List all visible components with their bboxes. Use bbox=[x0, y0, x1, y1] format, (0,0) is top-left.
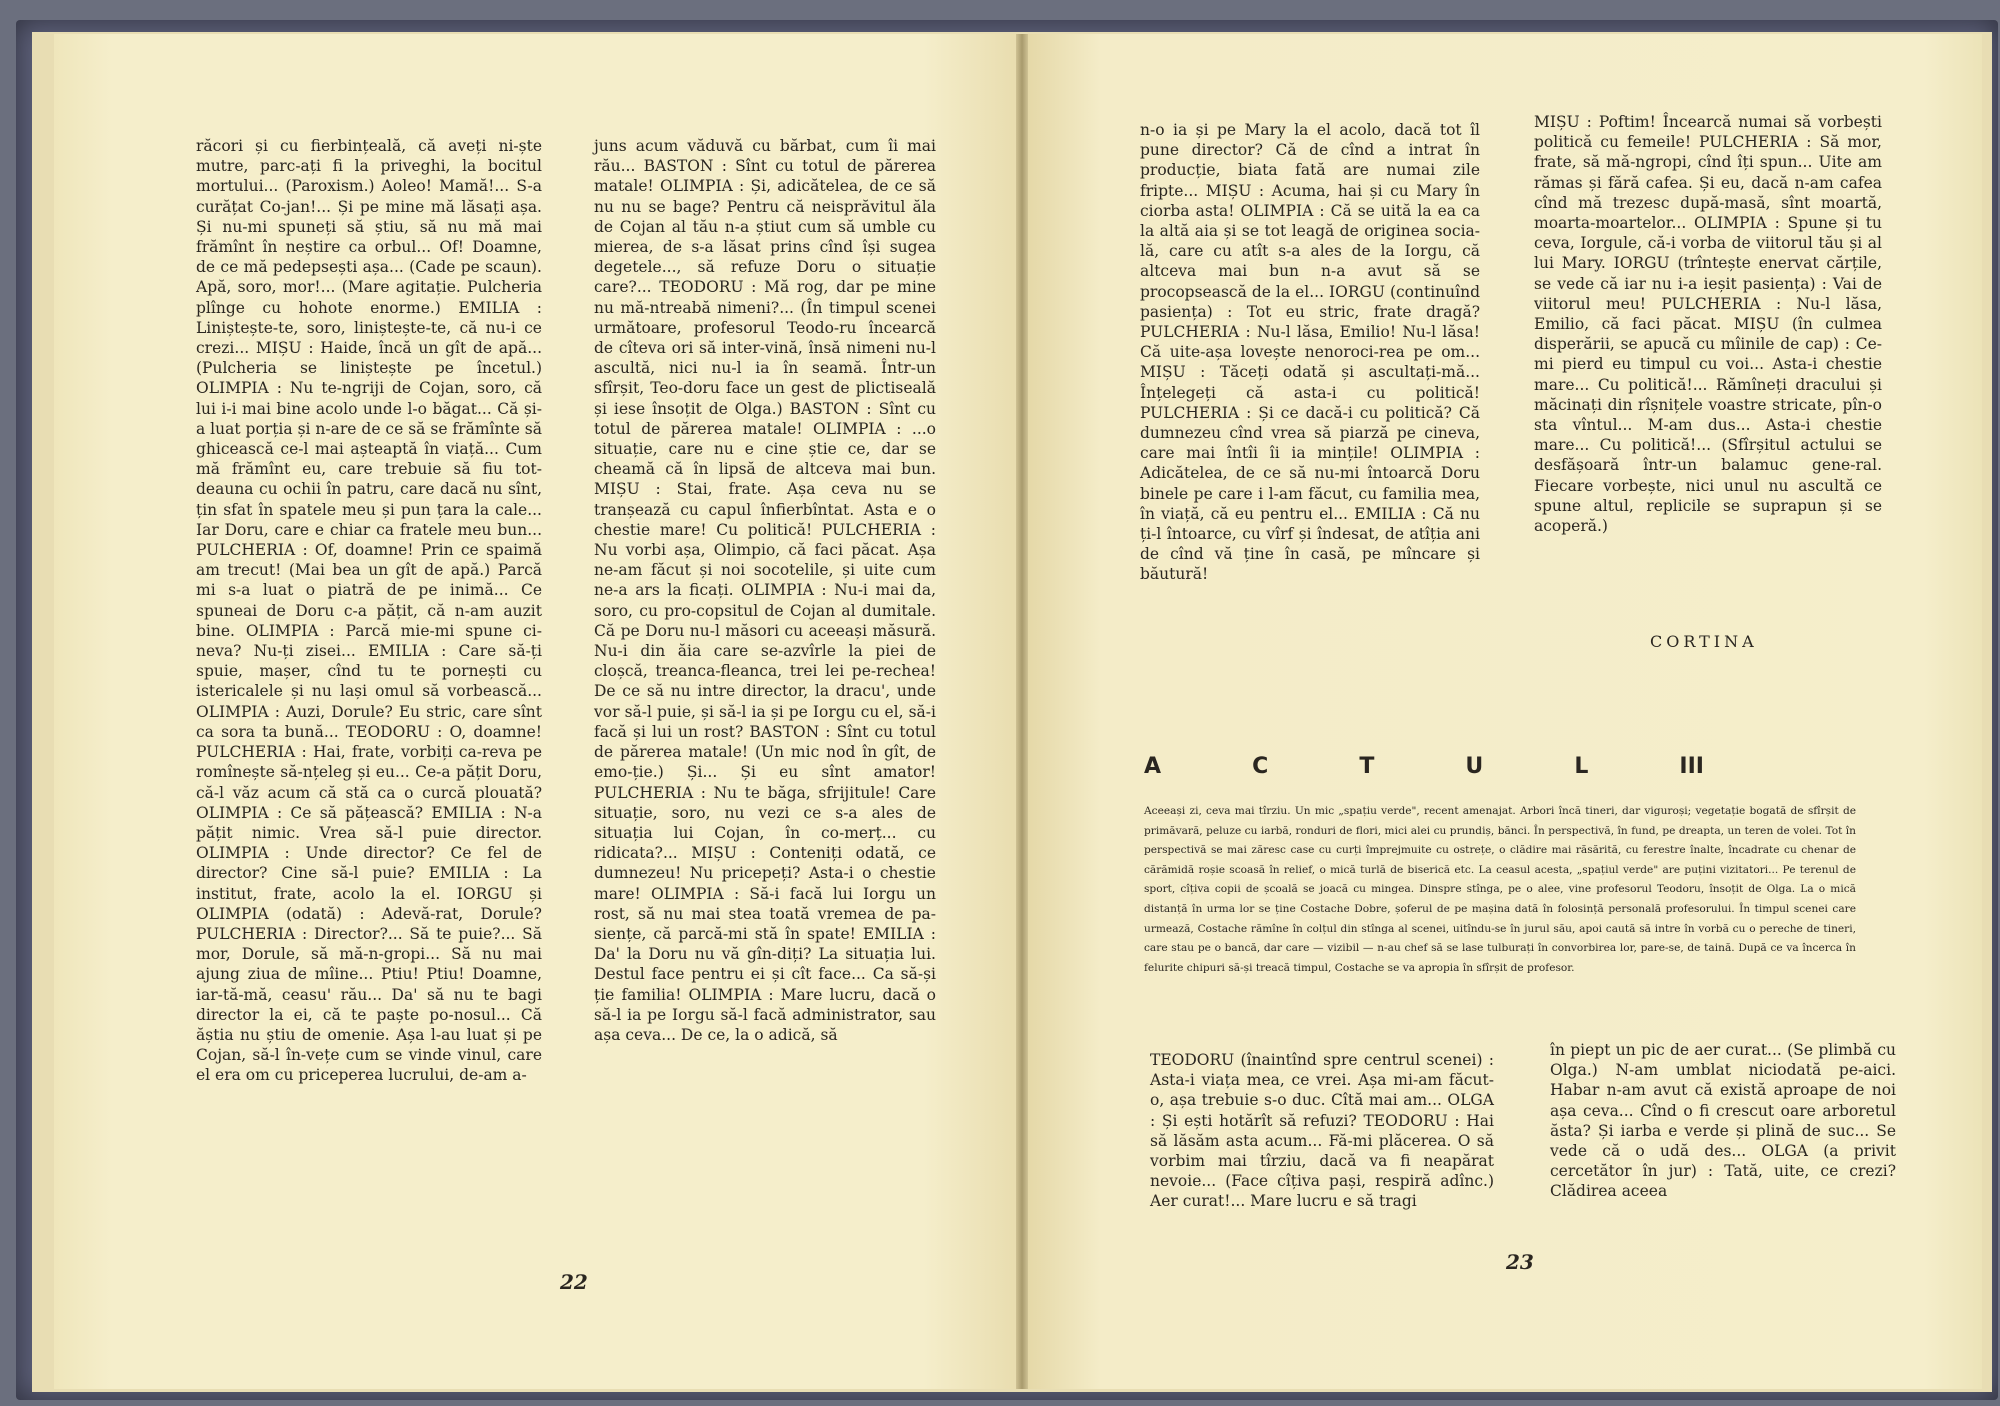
left-column-1-text: răcori și cu fierbințeală, că aveți ni-ște mutre, parc-ați fi la priveghi, la bocitul mortului... (Paroxism.) Aoleo! Mamă!... S-a curățat Co-jan!... Și pe mine mă lăsați așa. Și nu-mi spuneți să știu, să nu mă mai frămînt în neștire ca orbul... Of! Doamne, de ce mă pedepsești așa... (Cade pe scaun). Apă, soro, mor!... (Mare agitație. Pulcheria plînge cu hohote enorme.) EMILIA : Liniștește-te, soro, liniștește-te, că nu-i ce crezi... MIȘU : Haide, încă un gît de apă... (Pulcheria se liniștește pe încetul.) OLIMPIA : Nu te-ngriji de Cojan, soro, că lui i-i mai bine acolo unde l-o băgat... Că și-a luat porția și n-are de ce să se frămînte să ghicească ce-l mai așteaptă în viață... Cum mă frămînt eu, care trebuie să fiu tot-deauna cu ochii în patru, care dacă nu sînt, țin sfat în spatele meu și pun țara la cale... Iar Doru, care e chiar ca fratele meu bun... PULCHERIA : Of, doamne! Prin ce spaimă am trecut! (Mai bea un gît de apă.) Parcă mi s-a luat o piatră de pe inimă... Ce spuneai de Doru c-a pățit, că n-am auzit bine. OLIMPIA : Parcă mie-mi spune ci-neva? Nu-ți zisei... EMILIA : Care să-ți spuie, mașer, cînd tu te pornești cu istericalele și nu lași omul să vorbească... OLIMPIA : Auzi, Dorule? Eu stric, care sînt ca sora ta bună... TEODORU : O, doamne! PULCHERIA : Hai, frate, vorbiți ca-reva pe romînește să-nțeleg și eu... Ce-a pățit Doru, că-l văz acum că stă ca o curcă plouată? OLIMPIA : Ce să pățească? EMILIA : N-a pățit nimic. Vrea să-l puie director. OLIMPIA : Unde director? Ce fel de director? Cine să-l puie? EMILIA : La institut, frate, acolo la el. IORGU și OLIMPIA (odată) : Adevă-rat, Dorule? PULCHERIA : Director?... Să te puie?... Să mor, Dorule, să mă-n-gropi... Să nu mai ajung ziua de mîine... Ptiu! Ptiu! Doamne, iar-tă-mă, ceasu' rău... Da' să nu te bagi director la ei, că te paște po-nosul... Că ăștia nu știu de omenie. Așa l-au luat și pe Cojan, să-l în-vețe cum se vinde vinul, care el era om cu priceperea lucrului, de-am a- bbox=[196, 137, 542, 1085]
stage-directions: Aceeași zi, ceva mai tîrziu. Un mic „spațiu verde", recent amenajat. Arbori încă tineri, dar viguroși; vegetație bogată de sfîrșit de primăvară, peluze cu iarbă, ronduri de flori, mici alei cu prundiș, bănci. În perspectivă, în fund, pe dreapta, un teren de volei. Tot în perspectivă se mai zăresc case cu curți împrejmuite cu ostrețe, o clădire mai răsărită, cu ferestre înalte, încadrate cu chenar de cărămidă roșie scoasă în relief, o mică turlă de biserică etc. La ceasul acesta, „spațiul verde" are puțini vizitatori... Pe terenul de sport, cîțiva copii de școală se joacă cu mingea. Dinspre stînga, pe o alee, vine profesorul Teodoru, însoțit de Olga. La o mică distanță în urma lor se ține Costache Dobre, șoferul de pe mașina dată în folosință personală profesorului. În timpul scenei care urmează, Costache rămîne în colțul din stînga al scenei, uitîndu-se în jurul său, apoi caută să intre în vorbă cu o pereche de tineri, care stau pe o bancă, dar care — vizibil — n-au chef să se lase tulburați în convorbirea lor, pare-se, de taină. După ce va încerca în felurite chipuri să-și treacă timpul, Costache se va apropia în sfîrșit de profesor. bbox=[1144, 805, 1856, 974]
right-page-number: 23 bbox=[1506, 1250, 1534, 1274]
book-gutter bbox=[1016, 34, 1028, 1389]
right-column-4 bbox=[1550, 1040, 1896, 1202]
left-column-2-text: juns acum văduvă cu bărbat, cum îi mai rău... BASTON : Sînt cu totul de părerea matale! OLIMPIA : Și, adicătelea, de ce să nu nu se bage? Pentru că neisprăvitul ăla de Cojan al tău n-a știut cum să umble cu mierea, de s-a lăsat prins cînd își sugea degetele..., să refuze Doru o situație care?... TEODORU : Mă rog, dar pe mine nu mă-ntreabă nimeni?... (În timpul scenei următoare, profesorul Teodo-ru încearcă de cîteva ori să inter-vină, însă nimeni nu-l ascultă, nici nu-l ia în seamă. Într-un sfîrșit, Teo-doru face un gest de plictiseală și iese însoțit de Olga.) BASTON : Sînt cu totul de părerea matale! OLIMPIA : ...o situație, care nu e cine știe ce, dar se cheamă că în lipsă de altceva mai bun. MIȘU : Stai, frate. Așa ceva nu se tranșează cu capul înfierbîntat. Asta e o chestie mare! Cu politică! PULCHERIA : Nu vorbi așa, Olimpio, că faci păcat. Așa ne-am făcut și noi socotelile, și uite cum ne-a ars la ficați. OLIMPIA : Nu-i mai da, soro, cu pro-copsitul de Cojan al dumitale. Că pe Doru nu-l măsori cu aceeași măsură. Nu-i din ăia care se-azvîrle la piei de cloșcă, treanca-fleanca, trei lei pe-rechea! De ce să nu intre director, la dracu', unde vor să-l puie, și să-l ia și pe Iorgu cu el, să-i facă și lui un rost? BASTON : Sînt cu totul de părerea matale! (Un mic nod în gît, de emo-ție.) Și... Și eu sînt amator! PULCHERIA : Nu te băga, sfrijitule! Care situație, soro, nu vezi ce s-a ales de situația lui Cojan, în co-merț... cu ridicata?... MIȘU : Conteniți odată, ce dumnezeu! Nu pricepeți? Asta-i o chestie mare! OLIMPIA : Să-i facă lui Iorgu un rost, să nu mai stea toată vremea de pa-siențe, că parcă-mi stă în spate! EMILIA : Da' la Doru nu vă gîn-diți? La situația lui. Destul face pentru ei și cît face... Ca să-și ție familia! OLIMPIA : Mare lucru, dacă o să-l ia pe Iorgu să-l facă administrator, sau așa ceva... De ce, la o adică, să bbox=[594, 137, 936, 1044]
left-column-2 bbox=[594, 136, 936, 1045]
right-column-1-text: n-o ia și pe Mary la el acolo, dacă tot îl pune director? Că de cînd a intrat în producție, biata fată are numai zile fripte... MIȘU : Acuma, hai și cu Mary în ciorba asta! OLIMPIA : Că se uită la ea ca la altă aia și se tot leagă de originea socia-lă, care cu atît s-a ales de la Iorgu, că altceva mai bun n-a avut să se procopsească de la el... IORGU (continuînd pasiența) : Tot eu stric, frate dragă? PULCHERIA : Nu-l lăsa, Emilio! Nu-l lăsa! Că uite-așa lovește nenoroci-rea pe om... MIȘU : Tăceți odată și ascultați-mă... Înțelegeți că asta-i cu politică! PULCHERIA : Și ce dacă-i cu politică? Că dumnezeu cînd vrea să piarză pe cineva, care mai întîi îi ia mințile! OLIMPIA : Adicătelea, de ce să nu-mi întoarcă Doru binele pe care i l-am făcut, cu familia mea, în viață, că eu pentru el... EMILIA : Că nu ți-l întoarce, cu vîrf și îndesat, de atîția ani de cînd vă ține în casă, pe mîncare și băutură! bbox=[1140, 121, 1480, 584]
right-column-4-text: în piept un pic de aer curat... (Se plimbă cu Olga.) N-am umblat niciodată pe-aici. Habar n-am avut că există aproape de noi așa ceva... Cînd o fi crescut oare arboretul ăsta? Și iarba e verde și plină de suc... Se vede că o udă des... OLGA (a privit cercetător în jur) : Tată, uite, ce crezi? Clădirea aceea bbox=[1550, 1041, 1896, 1201]
right-column-2-text: MIȘU : Poftim! Încearcă numai să vorbești politică cu femeile! PULCHERIA : Să mor, frate, să mă-ngropi, cînd îți spun... Uite am rămas și fără cafea. Și eu, dacă n-am cafea cînd mă trezesc după-masă, sînt moartă, moarta-moartelor... OLIMPIA : Spune și tu ceva, Iorgule, că-i vorba de viitorul tău și al lui Mary. IORGU (trîntește enervat cărțile, se vede că iar nu i-a ieșit pasiența) : Vai de viitorul meu! PULCHERIA : Nu-l lăsa, Emilio, că faci păcat. MIȘU (în culmea disperării, se apucă cu mîinile de cap) : Ce-mi pierd eu timpul cu voi... Asta-i chestie mare... Cu politică!... Rămîneți dracului și măcinați din rîșnițele voastre stricate, pîn-o sta vîntul... M-am dus... Asta-i chestie mare... Cu politică!... (Sfîrșitul actului se desfășoară într-un balamuc gene-ral. Fiecare vorbește, nici unul nu ascultă ce spune altul, replicile se suprapun și se acoperă.) bbox=[1534, 113, 1882, 536]
act-letter: A bbox=[1144, 754, 1162, 779]
left-column-1 bbox=[196, 136, 542, 1086]
right-column-2 bbox=[1534, 112, 1882, 536]
curtain-label: CORTINA bbox=[1650, 632, 1758, 651]
act-letter: U bbox=[1465, 754, 1484, 779]
right-column-1 bbox=[1140, 120, 1480, 585]
act-heading bbox=[1144, 754, 1704, 779]
act-letter: L bbox=[1574, 754, 1589, 779]
right-column-3-text: TEODORU (înaintînd spre centrul scenei) : Asta-i viața mea, ce vrei. Așa mi-am făcut-o, așa trebuie s-o duc. Cîtă mai am... OLGA : Și ești hotărît să refuzi? TEODORU : Hai să lăsăm asta acum... Fă-mi plăcerea. O să vorbim mai tîrziu, dacă va fi neapărat nevoie... (Face cîțiva pași, respiră adînc.) Aer curat!... Mare lucru e să tragi bbox=[1150, 1051, 1494, 1211]
act-letter: III bbox=[1679, 754, 1704, 779]
act-letter: C bbox=[1252, 754, 1269, 779]
right-column-3 bbox=[1150, 1050, 1494, 1212]
left-page-number: 22 bbox=[560, 1270, 588, 1294]
act-letter: T bbox=[1359, 754, 1375, 779]
